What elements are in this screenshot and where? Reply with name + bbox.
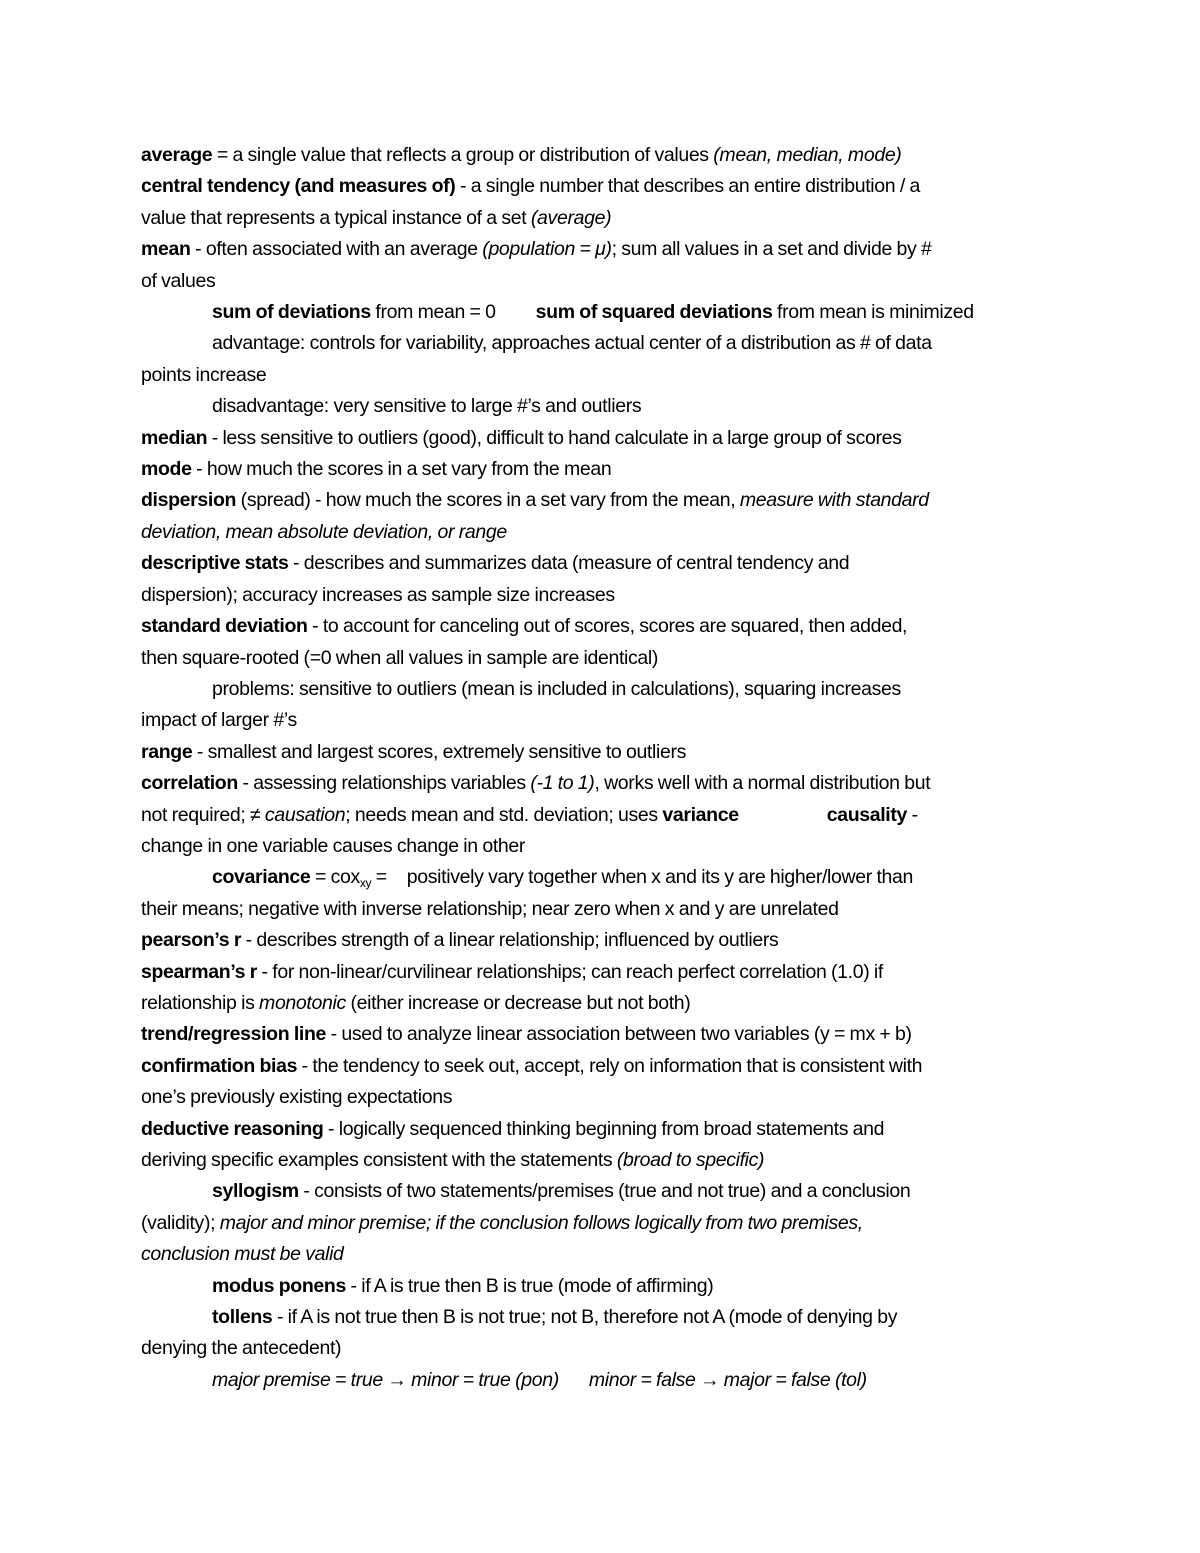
definition-text: - consists of two statements/premises (true and not true) and a conclusion bbox=[298, 1180, 911, 1203]
definition-text: relationship is bbox=[141, 991, 260, 1014]
definition-text: then square-rooted (=0 when all values in sample are identical) bbox=[141, 646, 659, 669]
term-label: mode bbox=[141, 458, 192, 481]
definition-text: = bbox=[371, 866, 387, 889]
text-line bbox=[141, 266, 1066, 297]
text-line bbox=[141, 1365, 1066, 1396]
text-line bbox=[141, 517, 1066, 548]
text-line bbox=[141, 1082, 1066, 1113]
term-label: range bbox=[141, 740, 193, 763]
text-line bbox=[141, 140, 1066, 171]
definition-text: of values bbox=[141, 269, 216, 292]
term-label: average bbox=[141, 144, 213, 166]
text-line bbox=[141, 297, 1066, 328]
text-line bbox=[141, 1019, 1066, 1050]
term-label: tollens bbox=[212, 1306, 273, 1329]
text-line bbox=[141, 580, 1066, 611]
definition-text: problems: sensitive to outliers (mean is included in calculations), squaring increases bbox=[212, 677, 901, 700]
text-line bbox=[141, 737, 1066, 768]
note-text: monotonic bbox=[259, 991, 346, 1014]
definition-text: - often associated with an average bbox=[190, 238, 483, 261]
text-line bbox=[141, 1302, 1066, 1333]
definition-text: points increase bbox=[141, 363, 267, 386]
note-text: measure with standard bbox=[739, 489, 929, 512]
term-label: central tendency (and measures of) bbox=[141, 175, 456, 198]
term-label: sum of squared deviations bbox=[535, 301, 773, 324]
note-text: (-1 to 1) bbox=[530, 772, 595, 795]
definition-text: - if A is not true then B is not true; not B, therefore not A (mode of denying by bbox=[272, 1306, 898, 1329]
definition-text: (either increase or decrease but not both) bbox=[345, 991, 691, 1014]
definition-text: , works well with a normal distribution but bbox=[594, 772, 931, 795]
definition-text: their means; negative with inverse relationship; near zero when x and y are unrelated bbox=[141, 897, 839, 920]
definition-text: - logically sequenced thinking beginning from broad statements and bbox=[323, 1117, 885, 1140]
definition-text: - smallest and largest scores, extremely sensitive to outliers bbox=[192, 740, 687, 763]
definition-text: (validity); bbox=[141, 1211, 220, 1234]
term-label: causality bbox=[826, 803, 908, 826]
definition-text: deriving specific examples consistent with the statements bbox=[141, 1149, 617, 1171]
text-line bbox=[141, 360, 1066, 391]
note-text: major and minor premise; if the conclusion follows logically from two premises, bbox=[219, 1211, 863, 1234]
text-line bbox=[141, 925, 1066, 956]
text-line bbox=[141, 643, 1066, 674]
text-line bbox=[141, 548, 1066, 579]
definition-text: - bbox=[907, 803, 918, 826]
text-line bbox=[141, 674, 1066, 705]
note-text: (average) bbox=[530, 206, 612, 229]
text-line bbox=[141, 328, 1066, 359]
text-line bbox=[141, 485, 1066, 516]
definition-text: impact of larger #’s bbox=[141, 709, 297, 732]
term-label: spearman’s r bbox=[141, 960, 257, 983]
term-label: modus ponens bbox=[212, 1274, 346, 1297]
text-line bbox=[141, 391, 1066, 422]
text-line bbox=[141, 988, 1066, 1019]
text-line bbox=[141, 1271, 1066, 1302]
definition-text: ; needs mean and std. deviation; uses bbox=[345, 803, 663, 826]
definition-text: value that represents a typical instance of a set bbox=[141, 206, 531, 229]
definition-text: advantage: controls for variability, approaches actual center of a distribution as # of data bbox=[212, 332, 932, 355]
definition-text: - describes and summarizes data (measure of central tendency and bbox=[288, 552, 850, 575]
term-label: syllogism bbox=[212, 1180, 299, 1203]
text-line bbox=[141, 894, 1066, 925]
definition-text: = a single value that reflects a group or distribution of values bbox=[212, 144, 714, 166]
definition-text: one’s previously existing expectations bbox=[141, 1086, 453, 1109]
term-label: standard deviation bbox=[141, 615, 308, 638]
term-label: deductive reasoning bbox=[141, 1117, 324, 1140]
notes-document bbox=[141, 140, 1066, 1396]
definition-text: (spread) - how much the scores in a set vary from the mean, bbox=[236, 489, 740, 512]
definition-text: from mean is minimized bbox=[772, 301, 974, 324]
text-line bbox=[141, 423, 1066, 454]
text-line bbox=[141, 1114, 1066, 1145]
definition-text: change in one variable causes change in other bbox=[141, 834, 526, 857]
definition-text: - if A is true then B is true (mode of affirming) bbox=[345, 1274, 714, 1297]
note-text: ≠ causation bbox=[250, 803, 346, 826]
text-line bbox=[141, 800, 1066, 831]
text-line bbox=[141, 1208, 1066, 1239]
text-line bbox=[141, 171, 1066, 202]
text-line bbox=[141, 1145, 1066, 1176]
note-text: (broad to specific) bbox=[616, 1149, 765, 1171]
definition-text: - used to analyze linear association between two variables (y = mx + b) bbox=[326, 1023, 912, 1046]
definition-text: not required; bbox=[141, 803, 251, 826]
text-line bbox=[141, 1239, 1066, 1270]
text-line bbox=[141, 611, 1066, 642]
text-line bbox=[141, 1176, 1066, 1207]
note-text: minor = false → major = false (tol) bbox=[588, 1368, 867, 1391]
term-label: sum of deviations bbox=[212, 301, 371, 324]
definition-text: - for non-linear/curvilinear relationships; can reach perfect correlation (1.0) if bbox=[256, 960, 883, 983]
term-label: dispersion bbox=[141, 489, 237, 512]
term-label: descriptive stats bbox=[141, 552, 289, 575]
definition-text: - assessing relationships variables bbox=[237, 772, 531, 795]
text-line bbox=[141, 705, 1066, 736]
term-label: median bbox=[141, 426, 208, 449]
definition-text: - the tendency to seek out, accept, rely on information that is consistent with bbox=[297, 1054, 923, 1077]
text-line bbox=[141, 862, 1066, 893]
text-line bbox=[141, 1333, 1066, 1364]
text-line bbox=[141, 234, 1066, 265]
definition-text: disadvantage: very sensitive to large #’s and outliers bbox=[212, 395, 642, 418]
note-text: (mean, median, mode) bbox=[713, 144, 902, 166]
definition-text: - less sensitive to outliers (good), difficult to hand calculate in a large group of scores bbox=[207, 426, 902, 449]
term-label: correlation bbox=[141, 772, 238, 795]
definition-text: ; sum all values in a set and divide by # bbox=[611, 238, 932, 261]
definition-text: dispersion); accuracy increases as sample size increases bbox=[141, 583, 615, 606]
note-text: conclusion must be valid bbox=[141, 1243, 344, 1266]
term-label: variance bbox=[662, 803, 739, 826]
term-label: pearson’s r bbox=[141, 929, 242, 952]
definition-text: = cox bbox=[310, 866, 360, 889]
definition-text: positively vary together when x and its y are higher/lower than bbox=[406, 866, 914, 889]
definition-text: - describes strength of a linear relationship; influenced by outliers bbox=[241, 929, 779, 952]
definition-text: - a single number that describes an entire distribution / a bbox=[455, 175, 920, 198]
text-line bbox=[141, 768, 1066, 799]
text-line bbox=[141, 831, 1066, 862]
note-text: (population = μ) bbox=[482, 238, 612, 261]
text-line bbox=[141, 454, 1066, 485]
definition-text: from mean = 0 bbox=[370, 301, 496, 324]
subscript: xy bbox=[359, 876, 372, 891]
definition-text: - to account for canceling out of scores, scores are squared, then added, bbox=[307, 615, 908, 638]
term-label: trend/regression line bbox=[141, 1023, 327, 1046]
term-label: mean bbox=[141, 238, 191, 261]
term-label: confirmation bias bbox=[141, 1054, 298, 1077]
text-line bbox=[141, 957, 1066, 988]
definition-text: denying the antecedent) bbox=[141, 1337, 342, 1360]
note-text: major premise = true → minor = true (pon) bbox=[212, 1368, 559, 1391]
text-line bbox=[141, 203, 1066, 234]
definition-text: - how much the scores in a set vary from the mean bbox=[191, 458, 612, 481]
term-label: covariance bbox=[212, 866, 311, 889]
note-text: deviation, mean absolute deviation, or range bbox=[141, 520, 507, 543]
text-line bbox=[141, 1051, 1066, 1082]
